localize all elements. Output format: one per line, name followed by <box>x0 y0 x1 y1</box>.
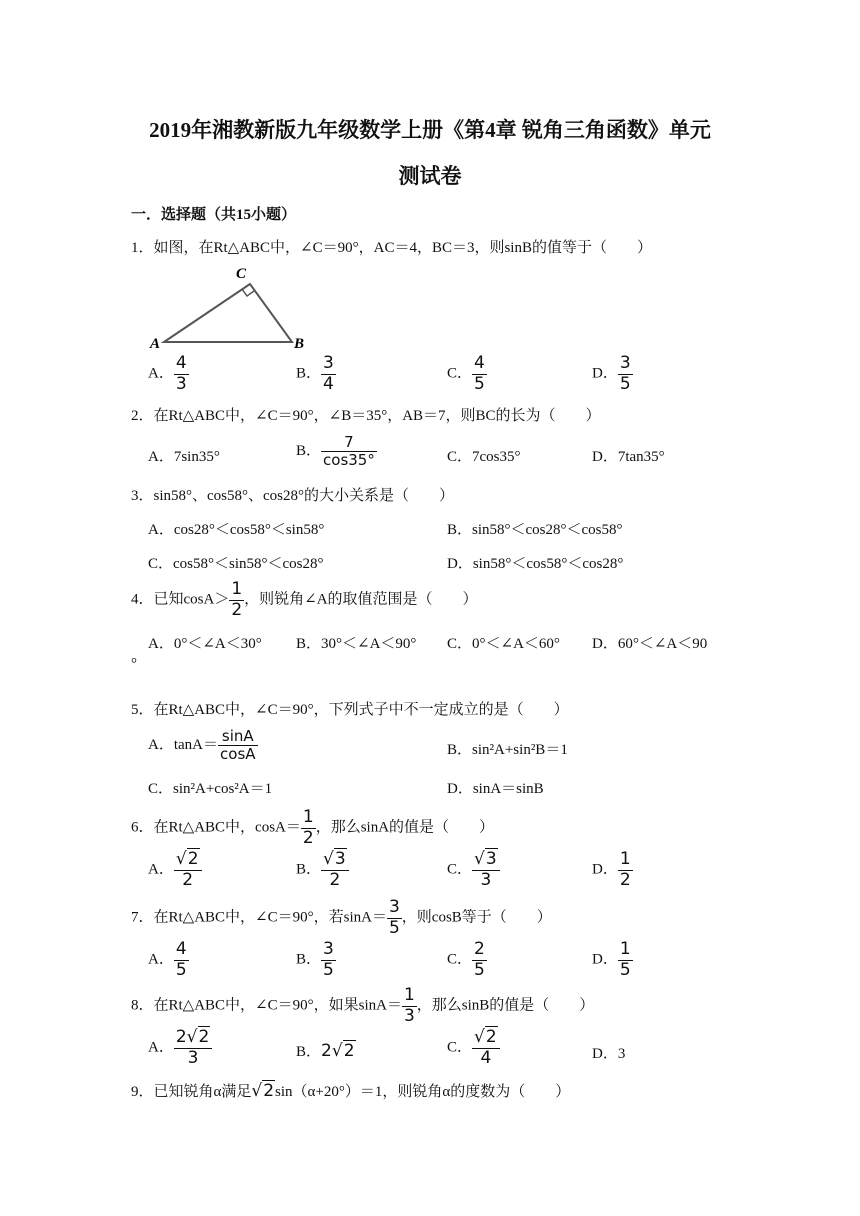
q4-option-c[interactable]: C．0°＜∠A＜60° <box>447 636 560 652</box>
q4-option-d[interactable]: D．60°＜∠A＜90 <box>592 636 708 652</box>
question-6-stem: 6．在Rt△ABC中，cosA＝ $\frac{1}{2}$ ，那么sinA的值是（ ） <box>131 807 495 848</box>
section-heading: 一．选择题（共15小题） <box>131 207 297 223</box>
q4-option-b[interactable]: B．30°＜∠A＜90° <box>296 636 417 652</box>
q8-option-a[interactable]: A． $\frac{2√2}{3}$ <box>148 1028 212 1068</box>
q7-option-b[interactable]: B． $\frac{3}{5}$ <box>296 939 334 980</box>
q2-option-a[interactable]: A．7sin35° <box>148 449 220 465</box>
q2-option-b[interactable]: B． $\frac{7}{\cos 35^\circ}$ <box>296 433 375 470</box>
question-4-stem: 4．已知cosA＞ $\frac{1}{2}$ ，则锐角∠A的取值范围是（ ） <box>131 579 478 620</box>
figure-label-a: A <box>150 336 161 352</box>
q6-option-c[interactable]: C． $\frac{√3}{3}$ <box>447 850 500 890</box>
q7-option-d[interactable]: D． $\frac{1}{5}$ <box>592 939 631 980</box>
question-3-stem: 3．sin58°、cos58°、cos28°的大小关系是（ ） <box>131 488 454 504</box>
q8-option-b[interactable]: B．2√2 <box>296 1041 355 1061</box>
q1-option-c[interactable]: C． $\frac{4}{5}$ <box>447 353 485 394</box>
q7-option-c[interactable]: C． $\frac{2}{5}$ <box>447 939 485 980</box>
document-title-line1: 2019年湘教新版九年级数学上册《第4章 锐角三角函数》单元 <box>149 118 711 142</box>
q3-option-a[interactable]: A．cos28°＜cos58°＜sin58° <box>148 522 325 538</box>
q5-option-a[interactable]: A．tanA＝ $\frac{\sin A}{\cos A}$ <box>148 727 256 764</box>
q1-option-a[interactable]: A． $\frac{4}{3}$ <box>148 353 187 394</box>
q5-option-b[interactable]: B．sin²A+sin²B＝1 <box>447 742 568 758</box>
question-9-stem: 9．已知锐角α满足√2sin（α+20°）＝1，则锐角α的度数为（ ） <box>131 1081 571 1101</box>
q6-option-d[interactable]: D． $\frac{1}{2}$ <box>592 849 631 890</box>
q8-option-c[interactable]: C． $\frac{√2}{4}$ <box>447 1028 500 1068</box>
q5-option-c[interactable]: C．sin²A+cos²A＝1 <box>148 781 273 797</box>
q1-option-d[interactable]: D． $\frac{3}{5}$ <box>592 353 631 394</box>
q6-option-b[interactable]: B． $\frac{√3}{2}$ <box>296 850 349 890</box>
q6-option-a[interactable]: A． $\frac{√2}{2}$ <box>148 850 202 890</box>
question-1-stem: 1．如图，在Rt△ABC中，∠C＝90°，AC＝4，BC＝3，则sinB的值等于（ ） <box>131 240 652 256</box>
q3-option-c[interactable]: C．cos58°＜sin58°＜cos28° <box>148 556 324 572</box>
q8-option-d[interactable]: D．3 <box>592 1046 626 1062</box>
question-5-stem: 5．在Rt△ABC中，∠C＝90°，下列式子中不一定成立的是（ ） <box>131 702 569 718</box>
q2-option-c[interactable]: C．7cos35° <box>447 449 521 465</box>
document-title-line2: 测试卷 <box>398 164 462 188</box>
q3-option-d[interactable]: D．sin58°＜cos58°＜cos28° <box>447 556 624 572</box>
triangle-figure <box>148 262 308 352</box>
question-2-stem: 2．在Rt△ABC中，∠C＝90°，∠B＝35°，AB＝7，则BC的长为（ ） <box>131 408 601 424</box>
q4-overflow-degree: ° <box>131 656 137 672</box>
question-8-stem: 8．在Rt△ABC中，∠C＝90°，如果sinA＝ $\frac{1}{3}$ ，那么sinB的值是（ ） <box>131 985 595 1026</box>
q2-option-d[interactable]: D．7tan35° <box>592 449 665 465</box>
question-7-stem: 7．在Rt△ABC中，∠C＝90°，若sinA＝ $\frac{3}{5}$ ，则cosB等于（ ） <box>131 897 552 938</box>
q5-option-d[interactable]: D．sinA＝sinB <box>447 781 544 797</box>
q4-option-a[interactable]: A．0°＜∠A＜30° <box>148 636 262 652</box>
q7-option-a[interactable]: A． $\frac{4}{5}$ <box>148 939 187 980</box>
figure-label-b: B <box>294 336 305 352</box>
q3-option-b[interactable]: B．sin58°＜cos28°＜cos58° <box>447 522 623 538</box>
q1-option-b[interactable]: B． $\frac{3}{4}$ <box>296 353 334 394</box>
figure-label-c: C <box>236 266 247 282</box>
